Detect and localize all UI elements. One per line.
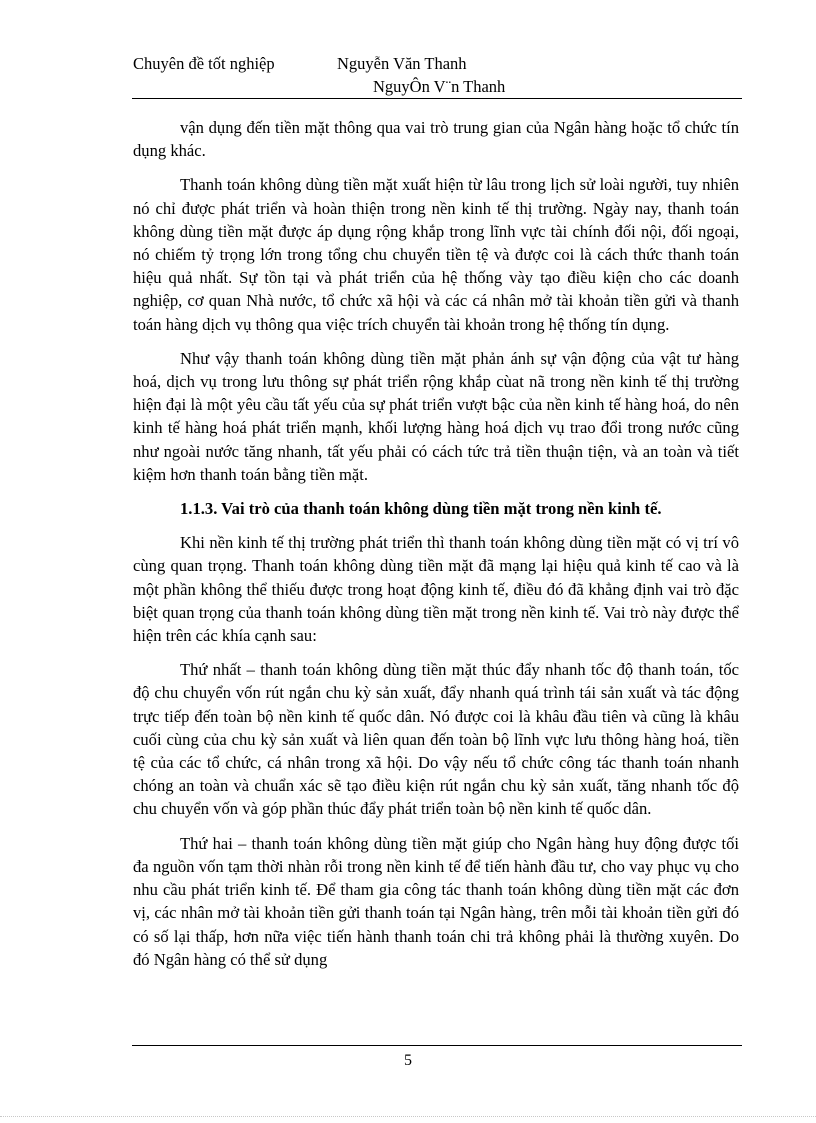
paragraph: Khi nền kinh tế thị trường phát triển thì thanh toán không dùng tiền mặt có vị trí vô cùng quan trọng. Thanh toán không dùng tiền mặt đã mạng lại hiệu quả kinh tế cao và là một phần không thể thiếu được trong hoạt động kinh tế, điều đó đã khẳng định vai trò đặc biệt quan trọng của thanh toán không dùng tiền mặt trong nền kinh tế. Vai trò này được thể hiện trên các khía cạnh sau: <box>133 533 739 646</box>
paragraph: Như vậy thanh toán không dùng tiền mặt phản ánh sự vận động của vật tư hàng hoá, dịch vụ trong lưu thông sự phát triển rộng khắp cùat nã trong nền kinh tế thị trường hiện đại là một yêu cầu tất yếu của sự phát triển vượt bậc của nền kinh tế hàng hoá, do nên kinh tế hàng hoá phát triển mạnh, khối lượng hàng hoá dịch vụ trao đổi trong nước cũng như ngoài nước tăng nhanh, tất yếu phải có cách tức trả tiền thuận tiện, và an toàn và tiết kiệm hơn thanh toán bằng tiền mặt. <box>133 348 739 484</box>
author-name: Nguyễn Văn Thanh <box>337 54 467 73</box>
header-divider <box>132 98 742 99</box>
paragraph: Thứ nhất – thanh toán không dùng tiền mặt thúc đẩy nhanh tốc độ thanh toán, tốc độ chu chuyển vốn rút ngắn chu kỳ sản xuất, đẩy nhanh quá trình tái sản xuất và tác động trực tiếp đến toàn bộ nền kinh tế quốc dân. Nó được coi là khâu đầu tiên và cũng là khâu cuối cùng của chu kỳ sản xuất và liên quan đến toàn bộ lĩnh vực lưu thông hàng hoá, tiền tệ của các tổ chức, cá nhân trong xã hội. Do vậy nếu tổ chức công tác thanh toán nhanh chóng an toàn và chuẩn xác sẽ tạo điều kiện rút ngắn chu kỳ sản xuất, tăng nhanh tốc độ chu chuyển vốn và góp phần thúc đẩy phát triển toàn bộ nền kinh tế quốc dân. <box>133 660 739 819</box>
paragraph: Thanh toán không dùng tiền mặt xuất hiện từ lâu trong lịch sử loài người, tuy nhiên nó chỉ được phát triển và hoàn thiện trong nền kinh tế thị trường. Ngày nay, thanh toán không dùng tiền mặt được áp dụng rộng khắp trong lĩnh vực tài chính đối nội, đối ngoại, nó chiếm tỷ trọng lớn trong tổng chu chuyển tiền tệ và được coi là cách thức thanh toán hiệu quả nhất. Sự tồn tại và phát triển của hệ thống vày tạo điều kiện cho các doanh nghiệp, cơ quan Nhà nước, tổ chức xã hội và các cá nhân mở tài khoản tiền gửi và thanh toán hàng dịch vụ thông qua việc trích chuyển tài khoản trong hệ thống tín dụng. <box>133 175 739 334</box>
section-heading: 1.1.3. Vai trò của thanh toán không dùng tiền mặt trong nền kinh tế. <box>180 499 662 519</box>
document-type-label: Chuyên đề tốt nghiệp <box>133 54 275 73</box>
paragraph: Thứ hai – thanh toán không dùng tiền mặt giúp cho Ngân hàng huy động được tối đa nguồn vốn tạm thời nhàn rỗi trong nền kinh tế để tiến hành đầu tư, cho vay phục vụ cho nhu cầu phát triển kinh tế. Để tham gia công tác thanh toán không dùng tiền mặt các đơn vị, các nhân mở tài khoản tiền gửi thanh toán tại Ngân hàng, trên mỗi tài khoản tiền gửi đó có số lại thấp, hơn nữa việc tiến hành thanh toán chi trả không phải là thường xuyên. Do đó Ngân hàng có thể sử dụng <box>133 833 739 969</box>
page-header <box>133 52 743 98</box>
document-body <box>133 116 739 982</box>
paragraph: vận dụng đến tiền mặt thông qua vai trò trung gian của Ngân hàng hoặc tổ chức tín dụng khác. <box>133 118 739 161</box>
footer-divider <box>132 1045 742 1046</box>
page-number: 5 <box>404 1052 412 1069</box>
author-name-garbled: NguyÔn V¨n Thanh <box>373 77 506 96</box>
page-edge-dotted-line <box>0 1116 816 1117</box>
